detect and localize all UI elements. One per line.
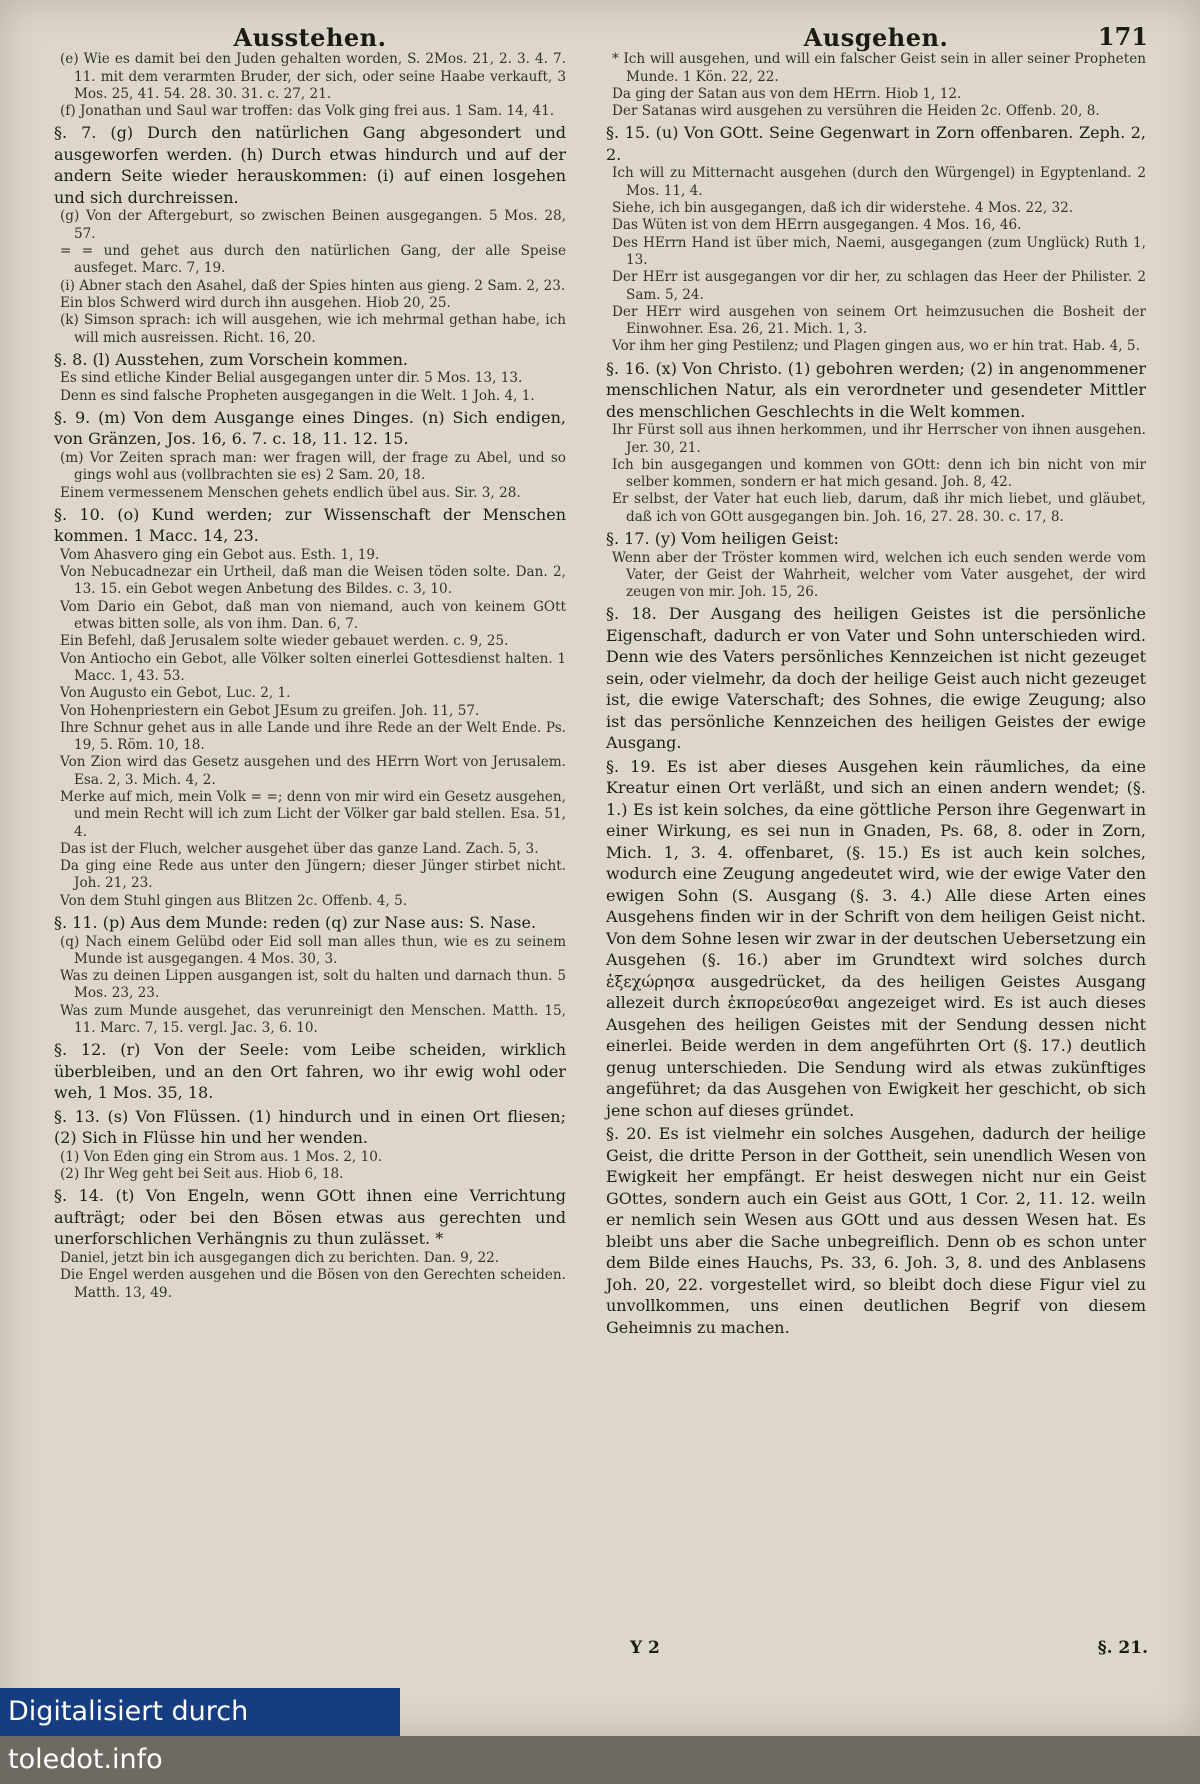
right-column-body	[606, 51, 1146, 1338]
citation-entry: Von Augusto ein Gebot, Luc. 2, 1.	[60, 685, 291, 702]
citation-entry: (k) Simson sprach: ich will ausgehen, wie ich mehrmal gethan habe, ich will mich ausreissen. Richt. 16, 20.	[60, 312, 566, 346]
citation-entry: (m) Vor Zeiten sprach man: wer fragen will, der frage zu Abel, und so gings wohl aus (vollbrachten sie es) 2 Sam. 20, 18.	[60, 449, 566, 484]
section-paragraph: §. 12. (r) Von der Seele: vom Leibe scheiden, wirklich überbleiben, und an den Ort fahren, wo ihr ewig wohl oder weh, 1 Mos. 35, 18.	[54, 1040, 566, 1103]
section-paragraph: §. 11. (p) Aus dem Munde: reden (q) zur Nase aus: S. Nase.	[54, 913, 537, 933]
section-paragraph: §. 16. (x) Von Christo. (1) gebohren werden; (2) in angenommener menschlichen Natur, als ein verordneter und gesendeter Mittler des menschlichen Geschlechts in die Welt kommen.	[606, 358, 1146, 421]
section-paragraph: §. 13. (s) Von Flüssen. (1) hindurch und in einen Ort fliesen; (2) Sich in Flüsse hin und her wenden.	[54, 1106, 566, 1148]
section-paragraph: §. 8. (l) Ausstehen, zum Vorschein kommen.	[54, 349, 408, 369]
citation-entry: Von dem Stuhl gingen aus Blitzen 2c. Offenb. 4, 5.	[60, 892, 408, 909]
citation-entry: Da ging eine Rede aus unter den Jüngern; dieser Jünger stirbet nicht. Joh. 21, 23.	[60, 858, 566, 892]
citation-entry: Der HErr wird ausgehen von seinem Ort heimzusuchen die Bosheit der Einwohner. Esa. 26, 21. Mich. 1, 3.	[612, 303, 1146, 338]
citation-entry: Das ist der Fluch, welcher ausgehet über das ganze Land. Zach. 5, 3.	[60, 840, 539, 857]
citation-entry: (1) Von Eden ging ein Strom aus. 1 Mos. 2, 10.	[60, 1148, 383, 1165]
citation-entry: Von Nebucadnezar ein Urtheil, daß man die Weisen töden solte. Dan. 2, 13. 15. ein Gebot wegen Anbetung des Bildes. c. 3, 10.	[60, 564, 566, 598]
section-paragraph: §. 15. (u) Von GOtt. Seine Gegenwart in Zorn offenbaren. Zeph. 2, 2.	[606, 123, 1146, 164]
citation-entry: Ihr Fürst soll aus ihnen herkommen, und ihr Herrscher von ihnen ausgehen. Jer. 30, 21.	[612, 422, 1146, 456]
citation-entry: (q) Nach einem Gelübd oder Eid soll man alles thun, wie es zu seinem Munde ist ausgegangen. 4 Mos. 30, 3.	[60, 933, 566, 967]
citation-entry: Ein blos Schwerd wird durch ihn ausgehen. Hiob 20, 25.	[60, 294, 451, 311]
section-paragraph: §. 20. Es ist vielmehr ein solches Ausgehen, dadurch der heilige Geist, die dritte Person in der Gottheit, sein unendlich Wesen von Ewigkeit her empfängt. Er heist deswegen nicht nur ein Geist GOttes, sondern auch ein Geist aus GOtt, 1 Cor. 2, 11. 12. weiln er nemlich sein Wesen aus GOtt und aus dessen Wesen hat. Es bleibt uns aber die Sache unbegreiflich. Denn ob es schon unter dem Bilde eines Hauchs, Ps. 33, 6. Joh. 3, 8. und des Anblasens Joh. 20, 22. vorgestellet wird, so bleibt doch diese Figur viel zu unvollkommen, uns einen deutlichen Begrif von diesem Geheimnis zu machen.	[606, 1124, 1146, 1337]
citation-entry: Ich will zu Mitternacht ausgehen (durch den Würgengel) in Egyptenland. 2 Mos. 11, 4.	[612, 165, 1146, 199]
right-running-head: Ausgehen.	[803, 23, 949, 52]
digitization-banner-link[interactable]: Digitalisiert durch toledot.info	[0, 1688, 400, 1736]
citation-entry: Ich bin ausgegangen und kommen von GOtt: denn ich bin nicht von mir selber kommen, sondern er hat mich gesand. Joh. 8, 42.	[612, 456, 1146, 491]
citation-entry: (f) Jonathan und Saul war troffen: das Volk ging frei aus. 1 Sam. 14, 41.	[60, 103, 555, 120]
citation-entry: Ein Befehl, daß Jerusalem solte wieder gebauet werden. c. 9, 25.	[60, 633, 509, 650]
left-column-body	[54, 51, 566, 1302]
citation-entry: (g) Von der Aftergeburt, so zwischen Beinen ausgegangen. 5 Mos. 28, 57.	[60, 208, 566, 242]
section-paragraph: §. 18. Der Ausgang des heiligen Geistes ist die persönliche Eigenschaft, dadurch er von Vater und Sohn unterschieden wird. Denn wie des Vaters persönliches Kennzeichen ist nicht gezeuget sein, oder vielmehr, da doch der heilige Geist auch nicht gezeuget ist, die ewige Vaterschaft; des Sohnes, die ewige Zeugung; also ist das persönliche Kennzeichen des heiligen Geistes der ewige Ausgang.	[606, 604, 1146, 753]
citation-entry: Der Satanas wird ausgehen zu versühren die Heiden 2c. Offenb. 20, 8.	[612, 103, 1100, 120]
section-paragraph: §. 19. Es ist aber dieses Ausgehen kein räumliches, da eine Kreatur einen Ort verläßt, und sich an einen andern wendet; (§. 1.) Es ist kein solches, da eine göttliche Person ihre Gegenwart in einer Wirkung, es sei nun in Gnaden, Ps. 68, 8. oder in Zorn, Mich. 1, 3. 4. offenbaret, (§. 15.) Es ist auch kein solches, wodurch eine Zeugung angedeutet wird, wie der ewige Vater den ewigen Sohn (S. Ausgang (§. 3. 4.) Alle diese Arten eines Ausgehens finden wir in der Schrift von dem heiligen Geist nicht. Von dem Sohne lesen wir zwar in der deutschen Uebersetzung ein Ausgehen (§. 16.) aber im Grundtext wird solches durch ἐξεχώρησα ausgedrücket, da des heiligen Geistes Ausgang allezeit durch ἐκπορεύεσθαι angezeiget wird. Es ist auch dieses Ausgehen des heiligen Geistes mit der Sendung dessen nicht einerlei. Beide werden in dem angeführten Ort (§. 17.) deutlich genug unterschieden. Die Sendung wird als etwas zukünftiges angeführet; da das Ausgehen von Ewigkeit her geschicht, ob sich jene schon auf dieses gründet.	[606, 756, 1146, 1120]
citation-entry: Denn es sind falsche Propheten ausgegangen in die Welt. 1 Joh. 4, 1.	[60, 387, 535, 404]
citation-entry: Es sind etliche Kinder Belial ausgegangen unter dir. 5 Mos. 13, 13.	[60, 370, 523, 387]
citation-entry: = = und gehet aus durch den natürlichen Gang, der alle Speise ausfeget. Marc. 7, 19.	[60, 243, 566, 277]
citation-entry: Merke auf mich, mein Volk = =; denn von mir wird ein Gesetz ausgehen, und mein Recht will ich zum Licht der Völker gar bald stellen. Esa. 51, 4.	[60, 789, 566, 840]
citation-entry: Vom Ahasvero ging ein Gebot aus. Esth. 1, 19.	[60, 546, 380, 563]
citation-entry: Der HErr ist ausgegangen vor dir her, zu schlagen das Heer der Philister. 2 Sam. 5, 24.	[612, 269, 1146, 303]
citation-entry: Von Zion wird das Gesetz ausgehen und des HErrn Wort von Jerusalem. Esa. 2, 3. Mich. 4, 2.	[60, 754, 566, 788]
citation-entry: Das Wüten ist von dem HErrn ausgegangen. 4 Mos. 16, 46.	[612, 217, 1022, 234]
page-number: 171	[1097, 22, 1148, 51]
citation-entry: Die Engel werden ausgehen und die Bösen von den Gerechten scheiden. Matth. 13, 49.	[60, 1267, 566, 1301]
citation-entry: * Ich will ausgehen, und will ein falscher Geist sein in aller seiner Propheten Munde. 1 Kön. 22, 22.	[612, 51, 1146, 85]
citation-entry: (i) Abner stach den Asahel, daß der Spies hinten aus gieng. 2 Sam. 2, 23.	[60, 277, 566, 294]
citation-entry: (e) Wie es damit bei den Juden gehalten worden, S. 2Mos. 21, 2. 3. 4. 7. 11. mit dem verarmten Bruder, der sich, oder seine Haabe verkauft, 3 Mos. 25, 41. 54. 28. 30. 31. c. 27, 21.	[60, 51, 566, 102]
section-paragraph: §. 14. (t) Von Engeln, wenn GOtt ihnen eine Verrichtung aufträgt; oder bei den Bösen etwas aus gerechten und unerforschlichen Verhängnis zu thun zulässet. *	[54, 1186, 566, 1249]
citation-entry: Vor ihm her ging Pestilenz; und Plagen gingen aus, wo er hin trat. Hab. 4, 5.	[612, 338, 1140, 355]
citation-entry: Siehe, ich bin ausgegangen, daß ich dir widerstehe. 4 Mos. 22, 32.	[612, 200, 1074, 217]
section-paragraph: §. 10. (o) Kund werden; zur Wissenschaft der Menschen kommen. 1 Macc. 14, 23.	[54, 504, 566, 546]
citation-entry: Des HErrn Hand ist über mich, Naemi, ausgegangen (zum Unglück) Ruth 1, 13.	[612, 234, 1146, 268]
catchword: §. 21.	[1097, 1638, 1148, 1658]
citation-entry: Einem vermessenem Menschen gehets endlich übel aus. Sir. 3, 28.	[60, 484, 521, 501]
citation-entry: Daniel, jetzt bin ich ausgegangen dich zu berichten. Dan. 9, 22.	[60, 1249, 500, 1266]
left-column	[54, 23, 566, 1302]
section-paragraph: §. 9. (m) Von dem Ausgange eines Dinges. (n) Sich endigen, von Gränzen, Jos. 16, 6. 7. c. 18, 11. 12. 15.	[54, 407, 566, 449]
citation-entry: Ihre Schnur gehet aus in alle Lande und ihre Rede an der Welt Ende. Ps. 19, 5. Röm. 10, 18.	[60, 719, 566, 754]
citation-entry: Was zu deinen Lippen ausgangen ist, solt du halten und darnach thun. 5 Mos. 23, 23.	[60, 968, 566, 1002]
citation-entry: Da ging der Satan aus von dem HErrn. Hiob 1, 12.	[612, 85, 962, 102]
section-paragraph: §. 7. (g) Durch den natürlichen Gang abgesondert und ausgeworfen werden. (h) Durch etwas hindurch und auf der andern Seite wieder herauskommen: (i) auf einen losgehen und sich durchreissen.	[54, 123, 566, 207]
citation-entry: Was zum Munde ausgehet, das verunreinigt den Menschen. Matth. 15, 11. Marc. 7, 15. vergl. Jac. 3, 6. 10.	[60, 1002, 566, 1037]
left-running-head: Ausstehen.	[233, 23, 387, 52]
citation-entry: (2) Ihr Weg geht bei Seit aus. Hiob 6, 18.	[60, 1166, 344, 1183]
citation-entry: Er selbst, der Vater hat euch lieb, darum, daß ihr mich liebet, und gläubet, daß ich von GOtt ausgegangen bin. Joh. 16, 27. 28. 30. c. 17, 8.	[612, 491, 1146, 525]
section-paragraph: §. 17. (y) Vom heiligen Geist:	[606, 529, 839, 549]
citation-entry: Wenn aber der Tröster kommen wird, welchen ich euch senden werde vom Vater, der Geist der Wahrheit, welcher vom Vater ausgehet, der wird zeugen von mir. Joh. 15, 26.	[612, 549, 1146, 601]
citation-entry: Von Hohenpriestern ein Gebot JEsum zu greifen. Joh. 11, 57.	[60, 702, 480, 719]
citation-entry: Von Antiocho ein Gebot, alle Völker solten einerlei Gottesdienst halten. 1 Macc. 1, 43. 53.	[60, 650, 566, 684]
citation-entry: Vom Dario ein Gebot, daß man von niemand, auch von keinem GOtt etwas bitten solle, als von ihm. Dan. 6, 7.	[60, 598, 566, 633]
right-column	[606, 23, 1146, 1338]
signature-mark: Y 2	[630, 1638, 660, 1658]
